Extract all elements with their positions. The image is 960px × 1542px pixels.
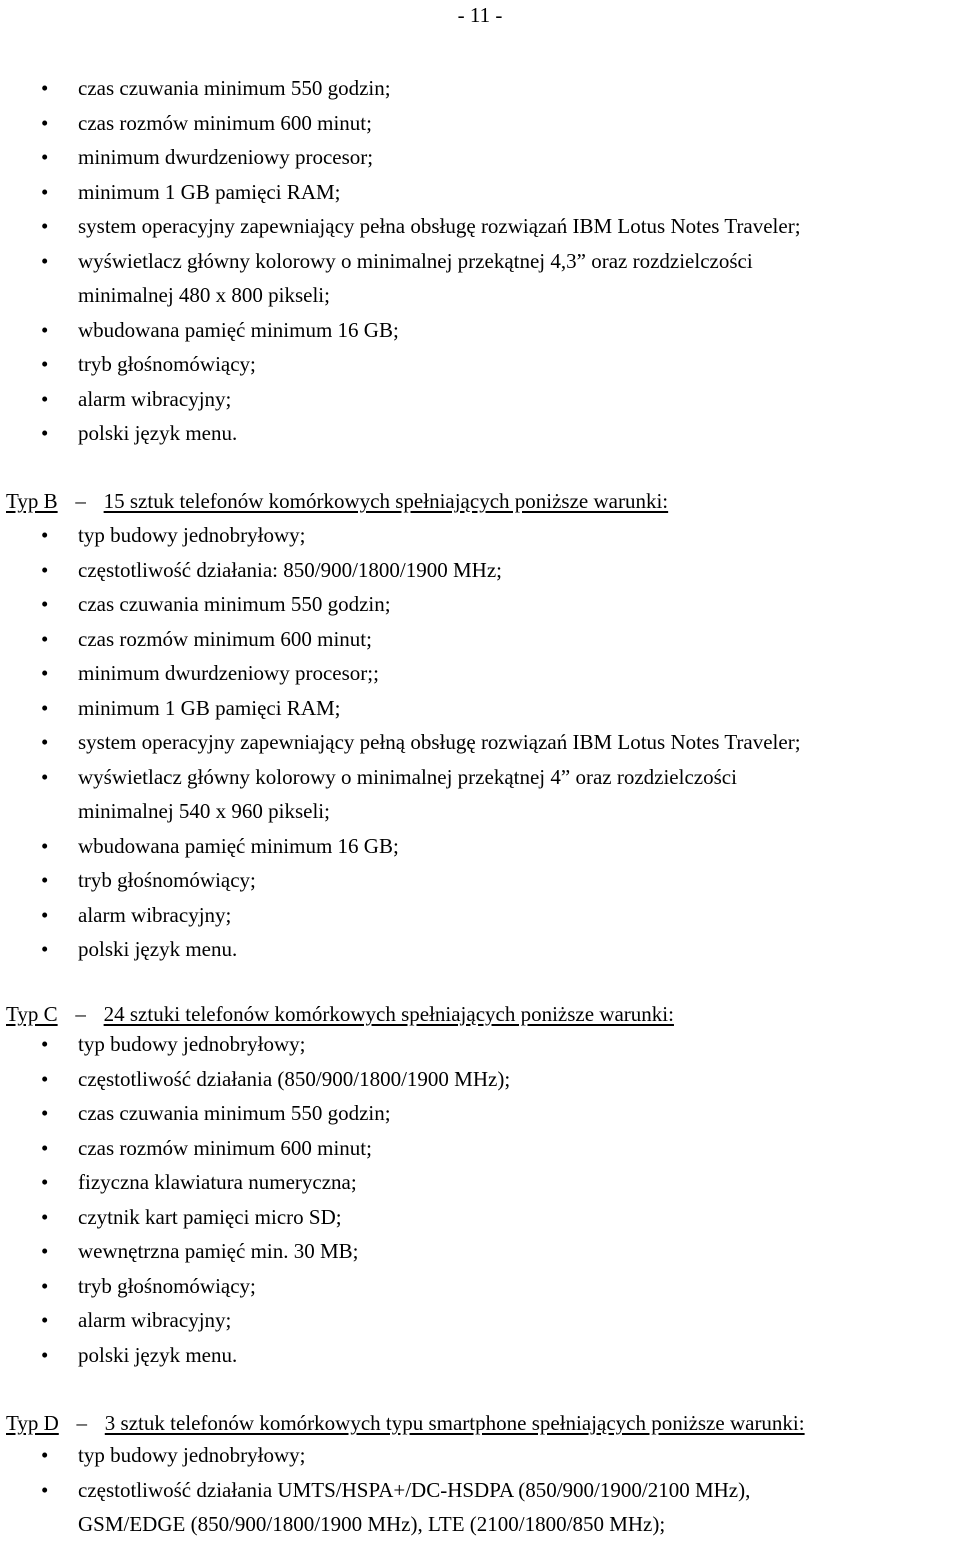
list-item-line: wyświetlacz główny kolorowy o minimalnej przekątnej 4,3” oraz rozdzielczości (78, 248, 753, 273)
list-item: • wbudowana pamięć minimum 16 GB; (0, 829, 956, 864)
list-item-line: częstotliwość działania UMTS/HSPA+/DC-HSDPA (850/900/1900/2100 MHz), (78, 1477, 751, 1502)
list-item: • typ budowy jednobryłowy; (0, 1438, 956, 1473)
list-item (0, 1473, 956, 1542)
list-item: • alarm wibracyjny; (0, 898, 956, 933)
list-item: • system operacyjny zapewniający pełną obsługę rozwiązań IBM Lotus Notes Traveler; (0, 725, 956, 760)
list-item: • czas czuwania minimum 550 godzin; (0, 1096, 956, 1131)
list-item: • czas rozmów minimum 600 minut; (0, 106, 956, 141)
list-item: • system operacyjny zapewniający pełna obsługę rozwiązań IBM Lotus Notes Traveler; (0, 209, 956, 244)
list-item: • minimum dwurdzeniowy procesor;; (0, 656, 956, 691)
type-c-dash: – (75, 1002, 86, 1026)
list-item-line: minimalnej 540 x 960 pikseli; (78, 799, 330, 823)
type-d-label: Typ D (6, 1411, 59, 1435)
list-item: • polski język menu. (0, 416, 956, 451)
list-item-line: GSM/EDGE (850/900/1800/1900 MHz), LTE (2100/1800/850 MHz); (78, 1512, 666, 1536)
list-item: • częstotliwość działania (850/900/1800/1900 MHz); (0, 1062, 956, 1097)
type-b-heading (6, 484, 668, 518)
page-number: - 11 - (457, 3, 503, 27)
type-b-requirements-list (0, 518, 956, 967)
type-d-heading (6, 1406, 805, 1440)
list-item (0, 760, 956, 829)
list-item: • minimum 1 GB pamięci RAM; (0, 691, 956, 726)
list-item: • alarm wibracyjny; (0, 382, 956, 417)
list-item: • minimum dwurdzeniowy procesor; (0, 140, 956, 175)
list-item: • typ budowy jednobryłowy; (0, 518, 956, 553)
list-item: • typ budowy jednobryłowy; (0, 1027, 956, 1062)
list-item: • tryb głośnomówiący; (0, 863, 956, 898)
list-item-line: minimalnej 480 x 800 pikseli; (78, 283, 330, 307)
type-d-title: 3 sztuk telefonów komórkowych typu smartphone spełniających poniższe warunki: (104, 1411, 805, 1435)
type-c-heading (6, 997, 674, 1031)
list-item: • czas czuwania minimum 550 godzin; (0, 71, 956, 106)
type-d-requirements-list (0, 1438, 956, 1542)
list-item: • tryb głośnomówiący; (0, 1269, 956, 1304)
list-item: • czas rozmów minimum 600 minut; (0, 1131, 956, 1166)
list-item: • polski język menu. (0, 1338, 956, 1373)
type-b-title: 15 sztuk telefonów komórkowych spełniających poniższe warunki: (103, 489, 669, 513)
list-item: • wbudowana pamięć minimum 16 GB; (0, 313, 956, 348)
type-c-label: Typ C (6, 1002, 58, 1026)
list-item-line: wyświetlacz główny kolorowy o minimalnej przekątnej 4” oraz rozdzielczości (78, 764, 737, 789)
requirements-list-continued (0, 71, 956, 451)
type-b-label: Typ B (6, 489, 58, 513)
type-c-requirements-list (0, 1027, 956, 1372)
list-item (0, 244, 956, 313)
list-item: • polski język menu. (0, 932, 956, 967)
type-c-title: 24 sztuki telefonów komórkowych spełniających poniższe warunki: (103, 1002, 674, 1026)
list-item: • częstotliwość działania: 850/900/1800/1900 MHz; (0, 553, 956, 588)
type-b-dash: – (75, 489, 86, 513)
list-item: • fizyczna klawiatura numeryczna; (0, 1165, 956, 1200)
list-item: • alarm wibracyjny; (0, 1303, 956, 1338)
type-d-dash: – (76, 1411, 88, 1435)
list-item: • tryb głośnomówiący; (0, 347, 956, 382)
list-item: • minimum 1 GB pamięci RAM; (0, 175, 956, 210)
list-item: • wewnętrzna pamięć min. 30 MB; (0, 1234, 956, 1269)
list-item: • czas czuwania minimum 550 godzin; (0, 587, 956, 622)
list-item: • czas rozmów minimum 600 minut; (0, 622, 956, 657)
list-item: • czytnik kart pamięci micro SD; (0, 1200, 956, 1235)
